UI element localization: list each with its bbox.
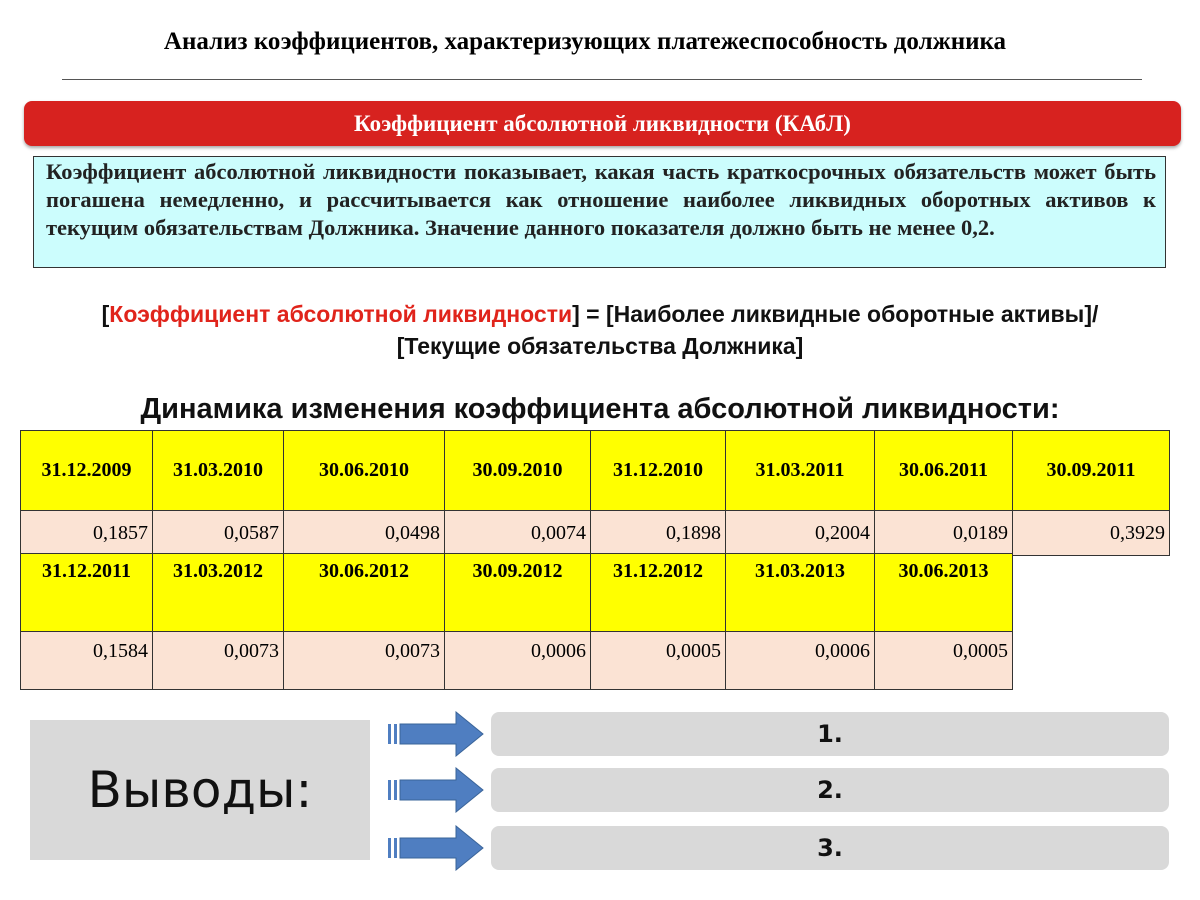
value-cell: 0,1857: [21, 511, 153, 556]
date-cell: 31.12.2010: [591, 431, 726, 511]
date-cell: 30.09.2012: [445, 554, 591, 632]
date-cell: 31.03.2010: [153, 431, 284, 511]
formula-line-2: [Текущие обязательства Должника]: [396, 333, 804, 359]
title-divider: [62, 79, 1142, 80]
value-cell: 0,0074: [445, 511, 591, 556]
table-row-dates: [21, 431, 1170, 511]
table-row-values: [21, 632, 1013, 690]
value-cell: 0,3929: [1013, 511, 1170, 556]
date-cell: 30.06.2010: [284, 431, 445, 511]
conclusion-item-2: 2.: [491, 768, 1169, 812]
value-cell: 0,0189: [875, 511, 1013, 556]
definition-box: Коэффициент абсолютной ликвидности показывает, какая часть краткосрочных обязательств может быть погашена немедленно, и рассчитывается как отношение наиболее ликвидных оборотных активов к текущим обязательствам Должника. Значение данного показателя должно быть не менее 0,2.: [33, 156, 1166, 268]
conclusions-label: Выводы:: [87, 761, 313, 819]
arrow-right-icon: [388, 711, 484, 757]
date-cell: 30.06.2013: [875, 554, 1013, 632]
value-cell: 0,0005: [875, 632, 1013, 690]
value-cell: 0,0498: [284, 511, 445, 556]
date-cell: 31.12.2012: [591, 554, 726, 632]
value-cell: 0,0073: [153, 632, 284, 690]
value-cell: 0,0006: [726, 632, 875, 690]
section-header: Коэффициент абсолютной ликвидности (КАбЛ): [24, 101, 1181, 146]
ratio-table-2: [20, 553, 1013, 690]
conclusion-item-1: 1.: [491, 712, 1169, 756]
date-cell: 31.12.2011: [21, 554, 153, 632]
value-cell: 0,0073: [284, 632, 445, 690]
value-cell: 0,1584: [21, 632, 153, 690]
value-cell: 0,1898: [591, 511, 726, 556]
date-cell: 30.06.2011: [875, 431, 1013, 511]
table-row-dates: [21, 554, 1013, 632]
date-cell: 30.06.2012: [284, 554, 445, 632]
arrow-right-icon: [388, 825, 484, 871]
ratio-table-1: [20, 430, 1170, 556]
date-cell: 30.09.2010: [445, 431, 591, 511]
arrow-right-icon: [388, 767, 484, 813]
value-cell: 0,0005: [591, 632, 726, 690]
page-title: Анализ коэффициентов, характеризующих платежеспособность должника: [163, 28, 1007, 55]
date-cell: 31.12.2009: [21, 431, 153, 511]
formula-term: Коэффициент абсолютной ликвидности: [109, 301, 573, 327]
value-cell: 0,0587: [153, 511, 284, 556]
date-cell: 31.03.2013: [726, 554, 875, 632]
table-row-values: [21, 511, 1170, 556]
formula-open-bracket: [: [101, 301, 110, 327]
value-cell: 0,2004: [726, 511, 875, 556]
value-cell: 0,0006: [445, 632, 591, 690]
date-cell: 31.03.2011: [726, 431, 875, 511]
date-cell: 31.03.2012: [153, 554, 284, 632]
formula-rest: ] = [Наиболее ликвидные оборотные активы]/: [572, 301, 1099, 327]
dynamics-title: Динамика изменения коэффициента абсолютной ликвидности:: [140, 393, 1060, 425]
formula: [0, 298, 1200, 362]
conclusion-item-3: 3.: [491, 826, 1169, 870]
date-cell: 30.09.2011: [1013, 431, 1170, 511]
